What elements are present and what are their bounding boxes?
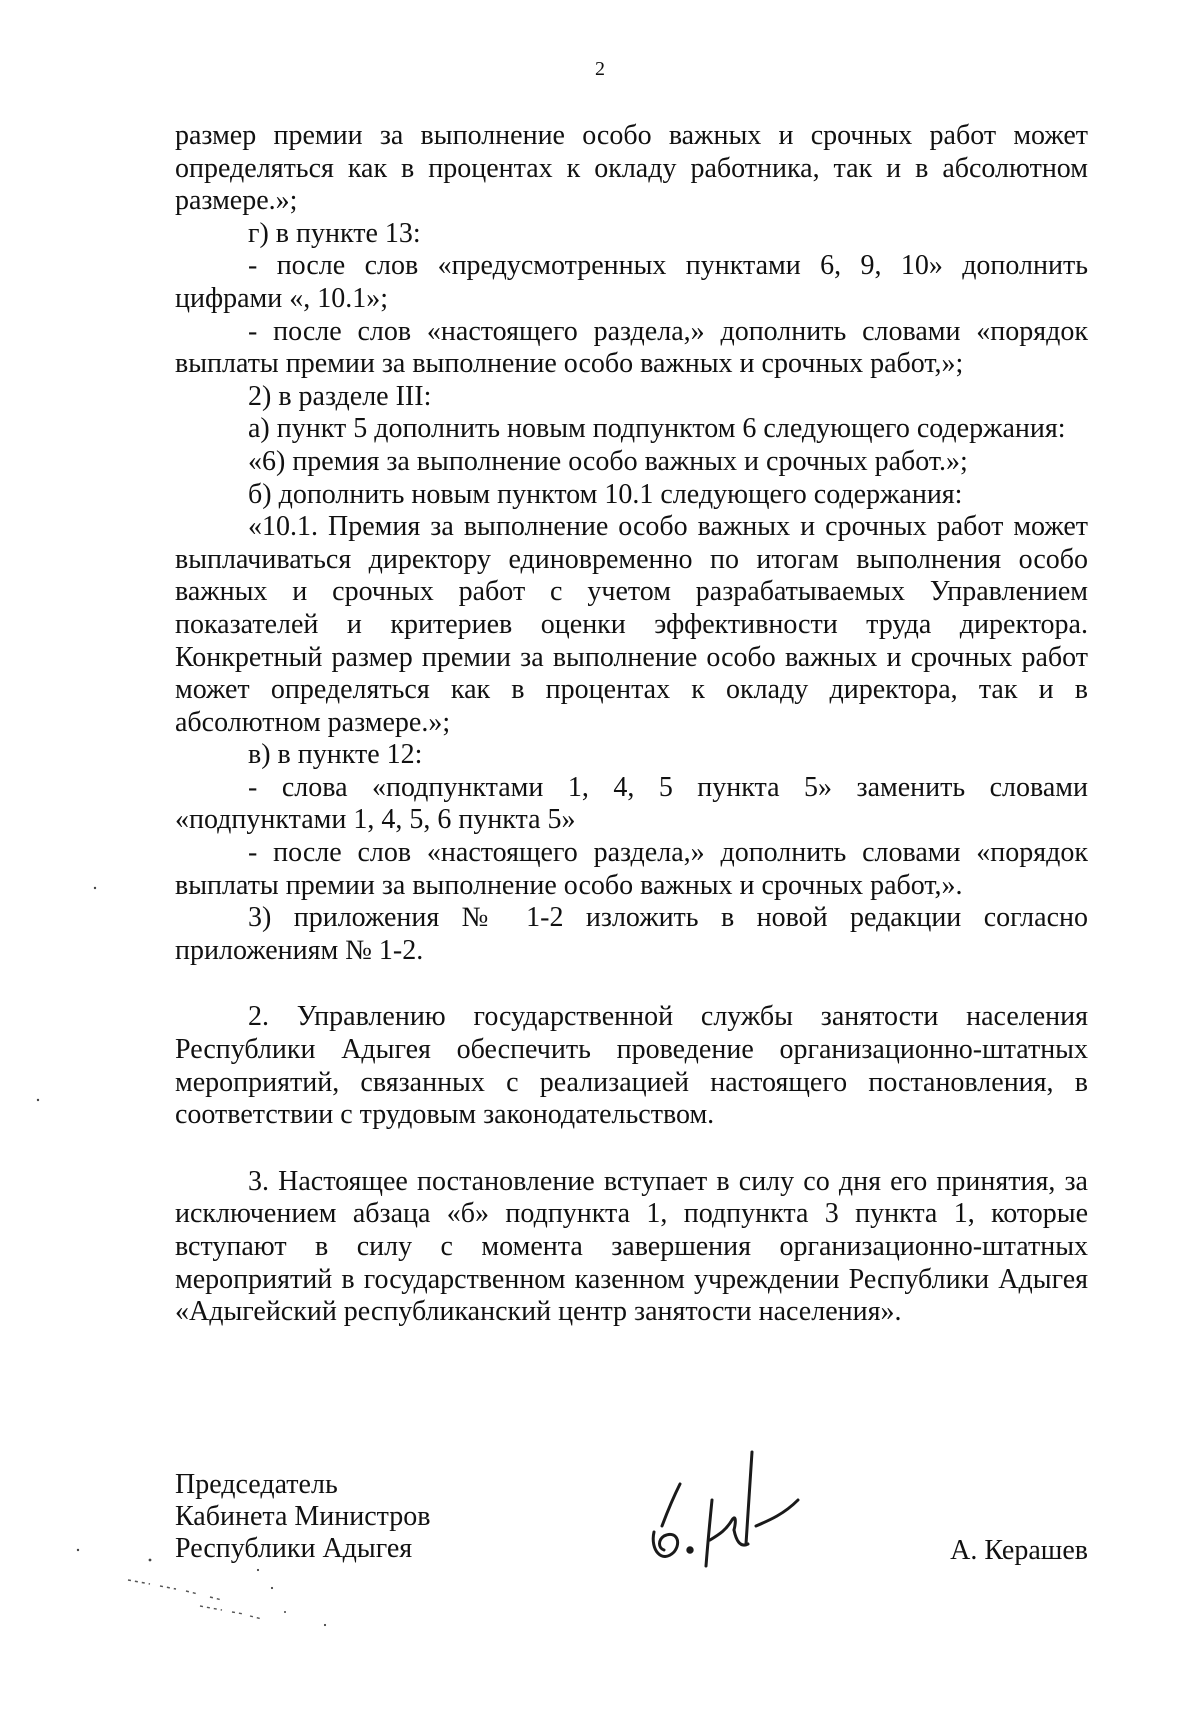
paragraph: 2) в разделе III: bbox=[248, 380, 432, 412]
paragraph: - слова «подпунктами 1, 4, 5 пункта 5» заменить словами «подпунктами 1, 4, 5, 6 пункта 5» bbox=[175, 771, 1088, 836]
paragraph: - после слов «настоящего раздела,» дополнить словами «порядок выплаты премии за выполнение особо важных и срочных работ,»; bbox=[175, 315, 1088, 380]
paragraph: - после слов «предусмотренных пунктами 6, 9, 10» дополнить цифрами «, 10.1»; bbox=[175, 250, 1088, 314]
paragraph: а) пункт 5 дополнить новым подпунктом 6 следующего содержания: bbox=[248, 413, 1066, 445]
signatory-title bbox=[175, 1469, 430, 1565]
paragraph: «10.1. Премия за выполнение особо важных и срочных работ может выплачиваться директору единовременно по итогам выполнения особо важных и срочных работ с учетом разрабатываемых Управлением показателей и критериев оценки эффективности труда директора. Конкретный размер премии за выполнение особо важных и срочных работ может определяться как в процентах к окладу директора, так и в абсолютном размере.»; bbox=[175, 511, 1088, 738]
paragraph: в) в пункте 12: bbox=[248, 739, 423, 771]
paragraph: 3. Настоящее постановление вступает в силу со дня его принятия, за исключением абзаца «б» подпункта 1, подпункта 3 пункта 1, которые вступают в силу с момента завершения организационно-штатных мероприятий в государственном казенном учреждении Республики Адыгея «Адыгейский республиканский центр занятости населения». bbox=[175, 1165, 1088, 1328]
document-body bbox=[175, 120, 1088, 1329]
paragraph: 2. Управлению государственной службы занятости населения Республики Адыгея обеспечить проведение организационно-штатных мероприятий, связанных с реализацией настоящего постановления, в соответствии с трудовым законодательством. bbox=[175, 1001, 1088, 1131]
paragraph: - после слов «настоящего раздела,» дополнить словами «порядок выплаты премии за выполнение особо важных и срочных работ,». bbox=[175, 837, 1088, 901]
signatory-title-line: Председатель bbox=[175, 1469, 338, 1500]
signatory-name: А. Керашев bbox=[950, 1535, 1088, 1566]
handwritten-signature bbox=[640, 1440, 830, 1580]
paragraph: 3) приложения № 1-2 изложить в новой редакции согласно приложениям № 1-2. bbox=[175, 902, 1088, 966]
paragraph: б) дополнить новым пунктом 10.1 следующего содержания: bbox=[248, 478, 963, 510]
signatory-title-line: Кабинета Министров bbox=[175, 1501, 431, 1532]
signatory-title-line: Республики Адыгея bbox=[175, 1533, 413, 1564]
paragraph: г) в пункте 13: bbox=[248, 217, 421, 249]
paragraph: размер премии за выполнение особо важных и срочных работ может определяться как в процентах к окладу работника, так и в абсолютном размере.»; bbox=[175, 120, 1088, 217]
page-number: 2 bbox=[595, 58, 605, 80]
paragraph: «6) премия за выполнение особо важных и срочных работ.»; bbox=[248, 445, 968, 477]
